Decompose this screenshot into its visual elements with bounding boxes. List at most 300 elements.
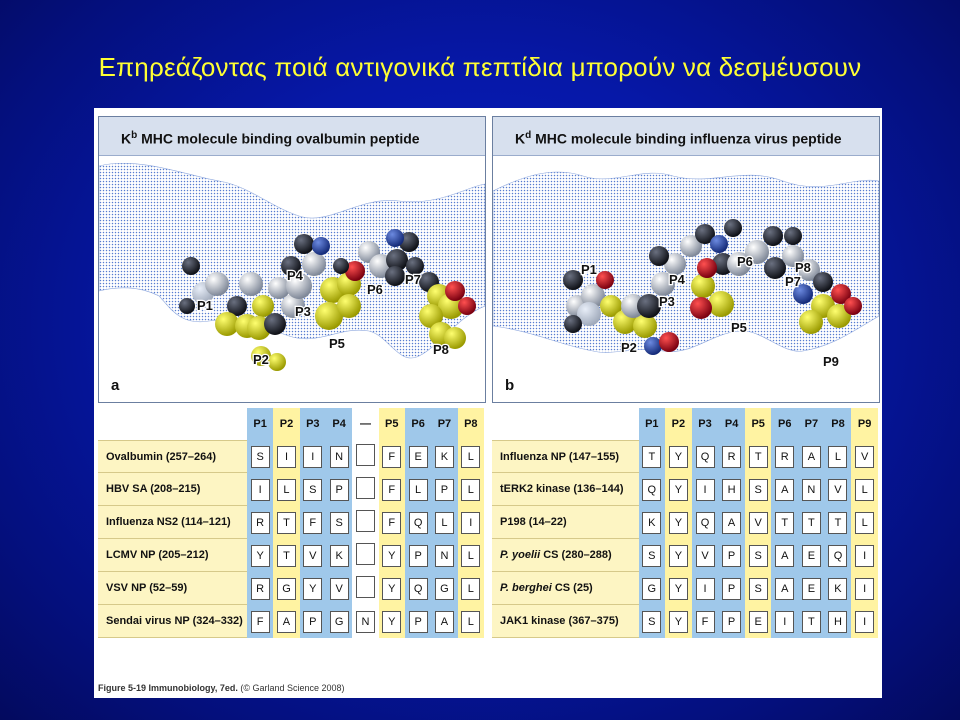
residue-letter: V bbox=[696, 545, 715, 567]
residue-letter: L bbox=[855, 479, 874, 501]
table-row bbox=[492, 539, 878, 572]
peptide-name: P198 (14–22) bbox=[492, 506, 639, 539]
residue-letter: S bbox=[330, 512, 349, 534]
pocket-label: P2 bbox=[621, 340, 637, 355]
column-header: P1 bbox=[247, 408, 273, 440]
residue-cell bbox=[825, 506, 852, 539]
atom bbox=[205, 272, 229, 296]
column-header: P3 bbox=[692, 408, 719, 440]
residue-letter: E bbox=[749, 611, 768, 633]
residue-cell bbox=[825, 572, 852, 605]
residue-cell bbox=[431, 440, 457, 473]
pocket-label: P5 bbox=[731, 320, 747, 335]
pocket-label: P8 bbox=[795, 260, 811, 275]
residue-letter: Q bbox=[696, 512, 715, 534]
pocket-label: P6 bbox=[367, 282, 383, 297]
table-row bbox=[492, 440, 878, 473]
residue-cell bbox=[745, 605, 772, 638]
residue-letter: K bbox=[435, 446, 454, 468]
residue-letter: S bbox=[642, 545, 661, 567]
residue-cell bbox=[352, 572, 378, 605]
residue-letter: Q bbox=[696, 446, 715, 468]
residue-letter: Y bbox=[669, 611, 688, 633]
table-row bbox=[98, 440, 484, 473]
residue-cell bbox=[458, 605, 484, 638]
residue-letter: T bbox=[802, 512, 821, 534]
panel-b bbox=[492, 116, 880, 403]
residue-letter: T bbox=[642, 446, 661, 468]
residue-letter: Q bbox=[409, 578, 428, 600]
residue-cell bbox=[639, 506, 666, 539]
residue-cell bbox=[352, 473, 378, 506]
residue-letter: V bbox=[303, 545, 322, 567]
residue-letter: N bbox=[330, 446, 349, 468]
residue-cell bbox=[692, 605, 719, 638]
residue-cell bbox=[771, 440, 798, 473]
residue-letter: E bbox=[409, 446, 428, 468]
atom bbox=[252, 295, 274, 317]
atom bbox=[564, 315, 582, 333]
residue-letter: T bbox=[802, 611, 821, 633]
residue-cell bbox=[665, 473, 692, 506]
residue-letter: I bbox=[251, 479, 270, 501]
peptide-name: Influenza NP (147–155) bbox=[492, 440, 639, 473]
residue-letter: F bbox=[696, 611, 715, 633]
residue-letter: L bbox=[435, 512, 454, 534]
pocket-label: P5 bbox=[329, 336, 345, 351]
pocket-label: P3 bbox=[659, 294, 675, 309]
residue-letter: F bbox=[382, 479, 401, 501]
residue-cell bbox=[798, 572, 825, 605]
residue-letter bbox=[356, 444, 375, 466]
table-row bbox=[98, 572, 484, 605]
residue-cell bbox=[300, 572, 326, 605]
residue-cell bbox=[326, 506, 352, 539]
residue-letter bbox=[356, 576, 375, 598]
residue-cell bbox=[771, 506, 798, 539]
molecule-a bbox=[99, 156, 485, 402]
residue-cell bbox=[458, 440, 484, 473]
residue-cell bbox=[300, 440, 326, 473]
column-header: P6 bbox=[405, 408, 431, 440]
residue-letter: L bbox=[277, 479, 296, 501]
residue-cell bbox=[798, 539, 825, 572]
pocket-label: P1 bbox=[197, 298, 213, 313]
residue-letter: S bbox=[642, 611, 661, 633]
residue-letter: Y bbox=[669, 479, 688, 501]
residue-cell bbox=[851, 506, 878, 539]
peptide-name: Influenza NS2 (114–121) bbox=[98, 506, 247, 539]
residue-letter: V bbox=[855, 446, 874, 468]
residue-letter: S bbox=[749, 479, 768, 501]
residue-letter: V bbox=[749, 512, 768, 534]
residue-cell bbox=[771, 572, 798, 605]
table-row bbox=[492, 506, 878, 539]
residue-cell bbox=[798, 473, 825, 506]
residue-letter: T bbox=[775, 512, 794, 534]
residue-cell bbox=[458, 572, 484, 605]
peptide-table-b bbox=[492, 408, 878, 638]
residue-cell bbox=[458, 473, 484, 506]
residue-letter: L bbox=[828, 446, 847, 468]
residue-cell bbox=[352, 539, 378, 572]
residue-cell bbox=[851, 539, 878, 572]
residue-cell bbox=[745, 506, 772, 539]
column-header: P7 bbox=[431, 408, 457, 440]
residue-letter: F bbox=[251, 611, 270, 633]
table-row bbox=[492, 572, 878, 605]
residue-letter: A bbox=[775, 545, 794, 567]
atom bbox=[649, 246, 669, 266]
pocket-label: P3 bbox=[295, 304, 311, 319]
residue-letter: Q bbox=[642, 479, 661, 501]
table-corner bbox=[492, 408, 639, 440]
residue-cell bbox=[379, 473, 405, 506]
residue-letter: I bbox=[855, 545, 874, 567]
residue-cell bbox=[247, 605, 273, 638]
residue-letter: T bbox=[749, 446, 768, 468]
residue-letter: S bbox=[303, 479, 322, 501]
column-header: P6 bbox=[771, 408, 798, 440]
residue-letter: P bbox=[409, 545, 428, 567]
residue-letter: K bbox=[642, 512, 661, 534]
residue-cell bbox=[326, 539, 352, 572]
atom bbox=[799, 310, 823, 334]
residue-cell bbox=[247, 572, 273, 605]
residue-cell bbox=[745, 473, 772, 506]
residue-cell bbox=[665, 605, 692, 638]
residue-letter: S bbox=[749, 578, 768, 600]
residue-cell bbox=[639, 539, 666, 572]
residue-letter: A bbox=[277, 611, 296, 633]
residue-letter: E bbox=[802, 578, 821, 600]
residue-cell bbox=[326, 605, 352, 638]
residue-cell bbox=[273, 572, 299, 605]
residue-cell bbox=[431, 572, 457, 605]
residue-letter: Y bbox=[303, 578, 322, 600]
residue-letter: K bbox=[828, 578, 847, 600]
residue-cell bbox=[405, 572, 431, 605]
atom bbox=[659, 332, 679, 352]
residue-letter: F bbox=[303, 512, 322, 534]
residue-letter: I bbox=[775, 611, 794, 633]
atom bbox=[596, 271, 614, 289]
residue-letter: G bbox=[330, 611, 349, 633]
residue-letter: Y bbox=[382, 545, 401, 567]
residue-letter: A bbox=[802, 446, 821, 468]
residue-cell bbox=[851, 572, 878, 605]
residue-letter: P bbox=[435, 479, 454, 501]
atom bbox=[179, 298, 195, 314]
column-header: P1 bbox=[639, 408, 666, 440]
residue-cell bbox=[851, 605, 878, 638]
peptide-name: HBV SA (208–215) bbox=[98, 473, 247, 506]
residue-letter: I bbox=[855, 611, 874, 633]
residue-letter: P bbox=[330, 479, 349, 501]
peptide-name: tERK2 kinase (136–144) bbox=[492, 473, 639, 506]
residue-letter: Y bbox=[382, 611, 401, 633]
residue-letter: Y bbox=[669, 545, 688, 567]
table-row bbox=[492, 605, 878, 638]
atom bbox=[294, 234, 314, 254]
residue-cell bbox=[300, 473, 326, 506]
pocket-label: P9 bbox=[823, 354, 839, 369]
residue-cell bbox=[405, 506, 431, 539]
pocket-label: P7 bbox=[405, 272, 421, 287]
residue-letter: I bbox=[696, 479, 715, 501]
residue-cell bbox=[745, 572, 772, 605]
table-row bbox=[98, 506, 484, 539]
residue-cell bbox=[825, 473, 852, 506]
pocket-label: P2 bbox=[253, 352, 269, 367]
molecule-b bbox=[493, 156, 879, 402]
residue-letter: N bbox=[435, 545, 454, 567]
slide-title: Επηρεάζοντας ποιά αντιγονικά πεπτίδια μπορούν να δεσμέυσουν bbox=[98, 52, 862, 82]
residue-cell bbox=[300, 506, 326, 539]
residue-letter: L bbox=[409, 479, 428, 501]
residue-letter: A bbox=[722, 512, 741, 534]
residue-cell bbox=[247, 473, 273, 506]
residue-letter: K bbox=[330, 545, 349, 567]
atom bbox=[239, 272, 263, 296]
residue-cell bbox=[825, 605, 852, 638]
residue-cell bbox=[431, 473, 457, 506]
residue-cell bbox=[771, 539, 798, 572]
residue-letter: V bbox=[330, 578, 349, 600]
residue-cell bbox=[692, 440, 719, 473]
atom bbox=[264, 313, 286, 335]
atom bbox=[710, 235, 728, 253]
column-header: P5 bbox=[745, 408, 772, 440]
panel-a-title: $K^b$ MHC molecule binding ovalbumin peptide bbox=[99, 117, 485, 156]
pocket-label: P7 bbox=[785, 274, 801, 289]
residue-letter: P bbox=[722, 611, 741, 633]
residue-cell bbox=[458, 506, 484, 539]
residue-cell bbox=[798, 605, 825, 638]
residue-letter: T bbox=[828, 512, 847, 534]
residue-letter: R bbox=[251, 512, 270, 534]
residue-cell bbox=[352, 506, 378, 539]
atom bbox=[268, 353, 286, 371]
residue-cell bbox=[718, 605, 745, 638]
residue-cell bbox=[405, 473, 431, 506]
residue-letter: A bbox=[435, 611, 454, 633]
residue-cell bbox=[273, 440, 299, 473]
pocket-label: P4 bbox=[287, 268, 303, 283]
residue-letter: P bbox=[722, 578, 741, 600]
residue-cell bbox=[798, 440, 825, 473]
residue-cell bbox=[639, 473, 666, 506]
residue-cell bbox=[745, 539, 772, 572]
residue-cell bbox=[851, 473, 878, 506]
residue-letter: N bbox=[802, 479, 821, 501]
residue-cell bbox=[718, 572, 745, 605]
atom bbox=[458, 297, 476, 315]
atom bbox=[690, 297, 712, 319]
residue-letter bbox=[356, 477, 375, 499]
residue-letter: A bbox=[775, 578, 794, 600]
residue-letter: Y bbox=[669, 578, 688, 600]
residue-letter: V bbox=[828, 479, 847, 501]
residue-cell bbox=[273, 506, 299, 539]
peptide-name: Ovalbumin (257–264) bbox=[98, 440, 247, 473]
residue-letter bbox=[356, 543, 375, 565]
residue-letter: H bbox=[828, 611, 847, 633]
peptide-name: LCMV NP (205–212) bbox=[98, 539, 247, 572]
atom bbox=[691, 274, 715, 298]
column-header: P9 bbox=[851, 408, 878, 440]
residue-cell bbox=[851, 440, 878, 473]
pocket-label: P8 bbox=[433, 342, 449, 357]
column-header: P2 bbox=[665, 408, 692, 440]
residue-cell bbox=[326, 473, 352, 506]
residue-cell bbox=[379, 539, 405, 572]
residue-cell bbox=[718, 506, 745, 539]
residue-letter: S bbox=[251, 446, 270, 468]
residue-letter: I bbox=[855, 578, 874, 600]
table-corner bbox=[98, 408, 247, 440]
atom bbox=[333, 258, 349, 274]
residue-cell bbox=[718, 440, 745, 473]
residue-letter: P bbox=[303, 611, 322, 633]
residue-cell bbox=[665, 440, 692, 473]
residue-cell bbox=[273, 473, 299, 506]
residue-cell bbox=[692, 539, 719, 572]
residue-letter: Y bbox=[382, 578, 401, 600]
residue-letter: L bbox=[461, 611, 480, 633]
residue-letter: L bbox=[461, 578, 480, 600]
residue-letter: L bbox=[461, 446, 480, 468]
residue-cell bbox=[745, 440, 772, 473]
residue-cell bbox=[379, 440, 405, 473]
atom bbox=[763, 226, 783, 246]
atom bbox=[633, 314, 657, 338]
atom bbox=[385, 266, 405, 286]
column-header: P2 bbox=[273, 408, 299, 440]
residue-letter: G bbox=[277, 578, 296, 600]
residue-cell bbox=[692, 473, 719, 506]
atom bbox=[386, 229, 404, 247]
residue-letter: L bbox=[461, 479, 480, 501]
residue-cell bbox=[431, 506, 457, 539]
residue-letter: T bbox=[277, 545, 296, 567]
residue-cell bbox=[825, 440, 852, 473]
residue-cell bbox=[665, 572, 692, 605]
pocket-label: P6 bbox=[737, 254, 753, 269]
column-header: P3 bbox=[300, 408, 326, 440]
residue-letter: R bbox=[251, 578, 270, 600]
atom bbox=[312, 237, 330, 255]
residue-cell bbox=[798, 506, 825, 539]
atom bbox=[813, 272, 833, 292]
residue-letter: T bbox=[277, 512, 296, 534]
residue-cell bbox=[300, 605, 326, 638]
atom bbox=[182, 257, 200, 275]
panel-b-title: $K^d$ MHC molecule binding influenza virus peptide bbox=[493, 117, 879, 156]
residue-cell bbox=[665, 539, 692, 572]
residue-letter: S bbox=[749, 545, 768, 567]
residue-cell bbox=[718, 473, 745, 506]
residue-letter bbox=[356, 510, 375, 532]
residue-cell bbox=[825, 539, 852, 572]
figure bbox=[94, 108, 882, 698]
panel-a-letter: a bbox=[111, 377, 120, 394]
residue-cell bbox=[458, 539, 484, 572]
atom bbox=[302, 252, 326, 276]
column-header: P4 bbox=[718, 408, 745, 440]
peptide-name: P. berghei CS (25) bbox=[492, 572, 639, 605]
residue-cell bbox=[431, 539, 457, 572]
residue-letter: G bbox=[642, 578, 661, 600]
atom bbox=[697, 258, 717, 278]
peptide-table-a bbox=[98, 408, 484, 638]
peptide-name: Sendai virus NP (324–332) bbox=[98, 605, 247, 638]
residue-letter: P bbox=[722, 545, 741, 567]
residue-letter: F bbox=[382, 446, 401, 468]
residue-letter: Y bbox=[251, 545, 270, 567]
atom bbox=[764, 257, 786, 279]
residue-cell bbox=[639, 572, 666, 605]
panel-b-letter: b bbox=[505, 377, 515, 394]
table-row bbox=[98, 473, 484, 506]
peptide-name: P. yoelii CS (280–288) bbox=[492, 539, 639, 572]
residue-letter: I bbox=[461, 512, 480, 534]
residue-letter: Y bbox=[669, 446, 688, 468]
atom bbox=[724, 219, 742, 237]
atom bbox=[784, 227, 802, 245]
residue-cell bbox=[405, 440, 431, 473]
residue-cell bbox=[379, 506, 405, 539]
residue-letter: G bbox=[435, 578, 454, 600]
residue-letter: F bbox=[382, 512, 401, 534]
pocket-label: P1 bbox=[581, 262, 597, 277]
atom bbox=[708, 291, 734, 317]
residue-cell bbox=[326, 440, 352, 473]
column-header: P7 bbox=[798, 408, 825, 440]
figure-caption: Figure 5-19 Immunobiology, 7ed. (© Garland Science 2008) bbox=[98, 683, 345, 693]
residue-letter: L bbox=[855, 512, 874, 534]
column-header: — bbox=[352, 408, 378, 440]
residue-letter: I bbox=[696, 578, 715, 600]
residue-cell bbox=[692, 506, 719, 539]
residue-cell bbox=[639, 440, 666, 473]
residue-cell bbox=[771, 473, 798, 506]
residue-letter: Q bbox=[828, 545, 847, 567]
atom bbox=[445, 281, 465, 301]
residue-letter: R bbox=[775, 446, 794, 468]
residue-cell bbox=[273, 539, 299, 572]
residue-cell bbox=[247, 506, 273, 539]
residue-cell bbox=[771, 605, 798, 638]
column-header: P8 bbox=[825, 408, 852, 440]
residue-cell bbox=[326, 572, 352, 605]
peptide-name: JAK1 kinase (367–375) bbox=[492, 605, 639, 638]
residue-cell bbox=[639, 605, 666, 638]
residue-letter: A bbox=[775, 479, 794, 501]
atom bbox=[563, 270, 583, 290]
peptide-name: VSV NP (52–59) bbox=[98, 572, 247, 605]
residue-letter: I bbox=[303, 446, 322, 468]
residue-cell bbox=[247, 539, 273, 572]
residue-letter: N bbox=[356, 611, 375, 633]
residue-cell bbox=[352, 440, 378, 473]
column-header: P4 bbox=[326, 408, 352, 440]
residue-letter: H bbox=[722, 479, 741, 501]
panel-a bbox=[98, 116, 486, 403]
residue-cell bbox=[692, 572, 719, 605]
residue-letter: R bbox=[722, 446, 741, 468]
residue-cell bbox=[431, 605, 457, 638]
